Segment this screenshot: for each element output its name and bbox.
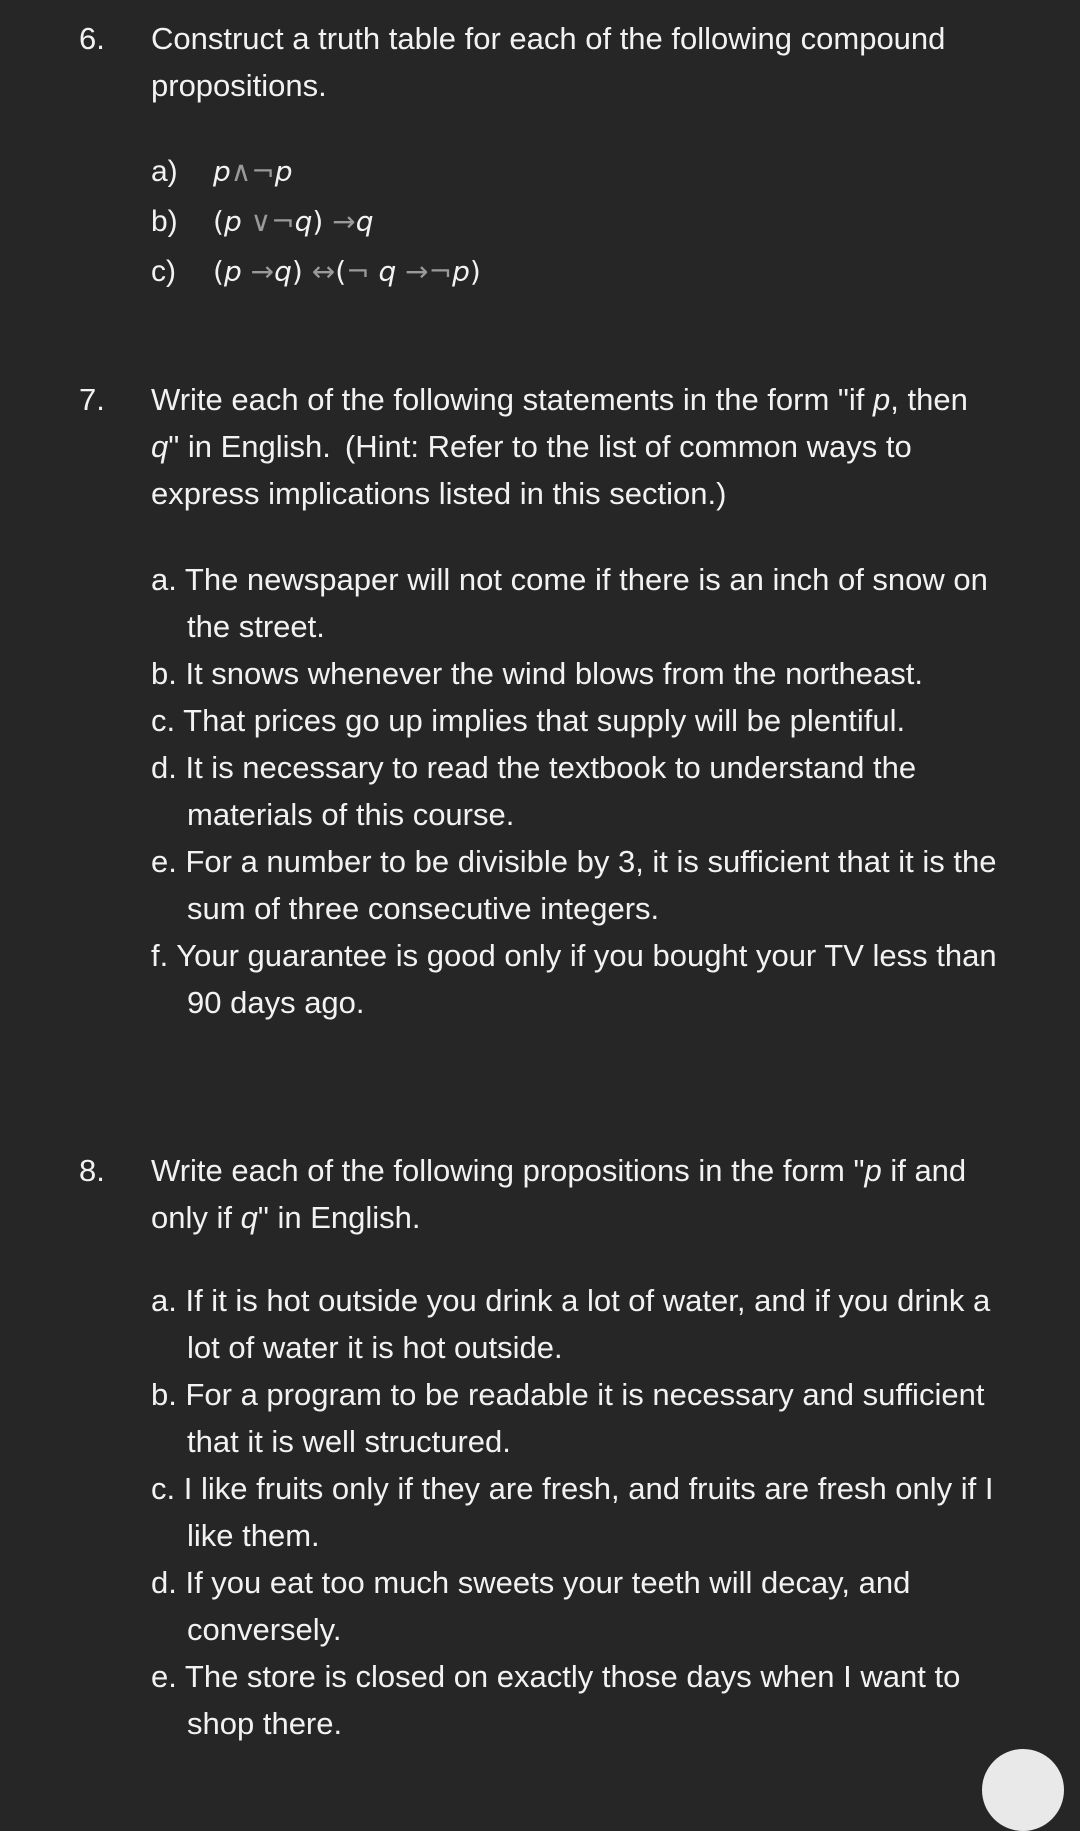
expr-token: p [213,155,231,188]
expr-token: p [274,155,293,188]
list-item: b. For a program to be readable it is necessary and sufficient that it is well structured. [151,1377,985,1459]
problem-number: 6. [79,21,105,56]
list-item: d. It is necessary to read the textbook to understand the materials of this course. [151,750,917,832]
expr-token: ) [469,255,481,288]
stem-line: propositions. [151,68,327,103]
stem-line: Write each of the following statements in the form "if p, then [151,382,968,417]
floating-action-button[interactable] [982,1749,1064,1831]
problem-stem [151,15,1011,109]
expr-token: q [355,205,374,238]
list-item: c. I like fruits only if they are fresh, and fruits are fresh only if I like them. [151,1471,994,1553]
statement-list [151,1277,1031,1747]
list-item: e. The store is closed on exactly those days when I want to shop there. [151,1659,961,1741]
expr-token: ¬ [428,255,453,288]
list-item: a. If it is hot outside you drink a lot of water, and if you drink a lot of water it is hot outside. [151,1283,991,1365]
expr-token: ) [312,205,324,238]
stem-line: Construct a truth table for each of the following compound [151,21,946,56]
logic-parts [151,147,481,297]
expr-token: q [274,255,292,288]
logic-expression [213,247,481,297]
expr-token: ¬ [271,205,295,238]
problem-number: 8. [79,1153,105,1188]
list-item: e. For a number to be divisible by 3, it is sufficient that it is the sum of three consecutive integers. [151,844,997,926]
expr-token: ( [213,255,224,288]
expr-token: ¬ [251,155,275,188]
expr-token: ¬ [346,255,379,288]
stem-line: q" in English. (Hint: Refer to the list of common ways to [151,429,912,464]
expr-token: ∧ [230,155,252,188]
part-label: a) [151,155,178,188]
problem-stem [151,1147,1011,1241]
stem-line: Write each of the following propositions in the form "p if and [151,1153,967,1188]
stem-line: only if q" in English. [151,1200,421,1235]
logic-part-c [151,247,481,297]
expr-token: p [223,205,242,238]
expr-token: ) [291,255,303,288]
stem-line: express implications listed in this section.) [151,476,727,511]
expr-token: ( [213,205,224,238]
expr-token: → [396,255,429,288]
expr-token: → [323,205,356,238]
expr-token: → [241,255,275,288]
statement-list [151,556,1031,1026]
expr-token: ( [335,255,347,288]
logic-part-a [151,147,481,197]
expr-token: q [378,255,397,288]
expr-token: p [452,255,470,288]
logic-part-b [151,197,481,247]
list-item: c. That prices go up implies that supply will be plentiful. [151,703,906,738]
problem-number: 7. [79,382,105,417]
expr-token: q [294,205,313,238]
expr-token: p [223,255,242,288]
expr-token: ↔ [302,255,336,288]
problem-stem [151,376,1011,517]
part-label: c) [151,255,176,288]
list-item: d. If you eat too much sweets your teeth will decay, and conversely. [151,1565,911,1647]
logic-expression [213,197,373,247]
list-item: a. The newspaper will not come if there is an inch of snow on the street. [151,562,988,644]
list-item: f. Your guarantee is good only if you bought your TV less than 90 days ago. [151,938,997,1020]
part-label: b) [151,205,178,238]
list-item: b. It snows whenever the wind blows from the northeast. [151,656,923,691]
logic-expression [213,147,293,197]
expr-token: ∨ [241,205,272,238]
